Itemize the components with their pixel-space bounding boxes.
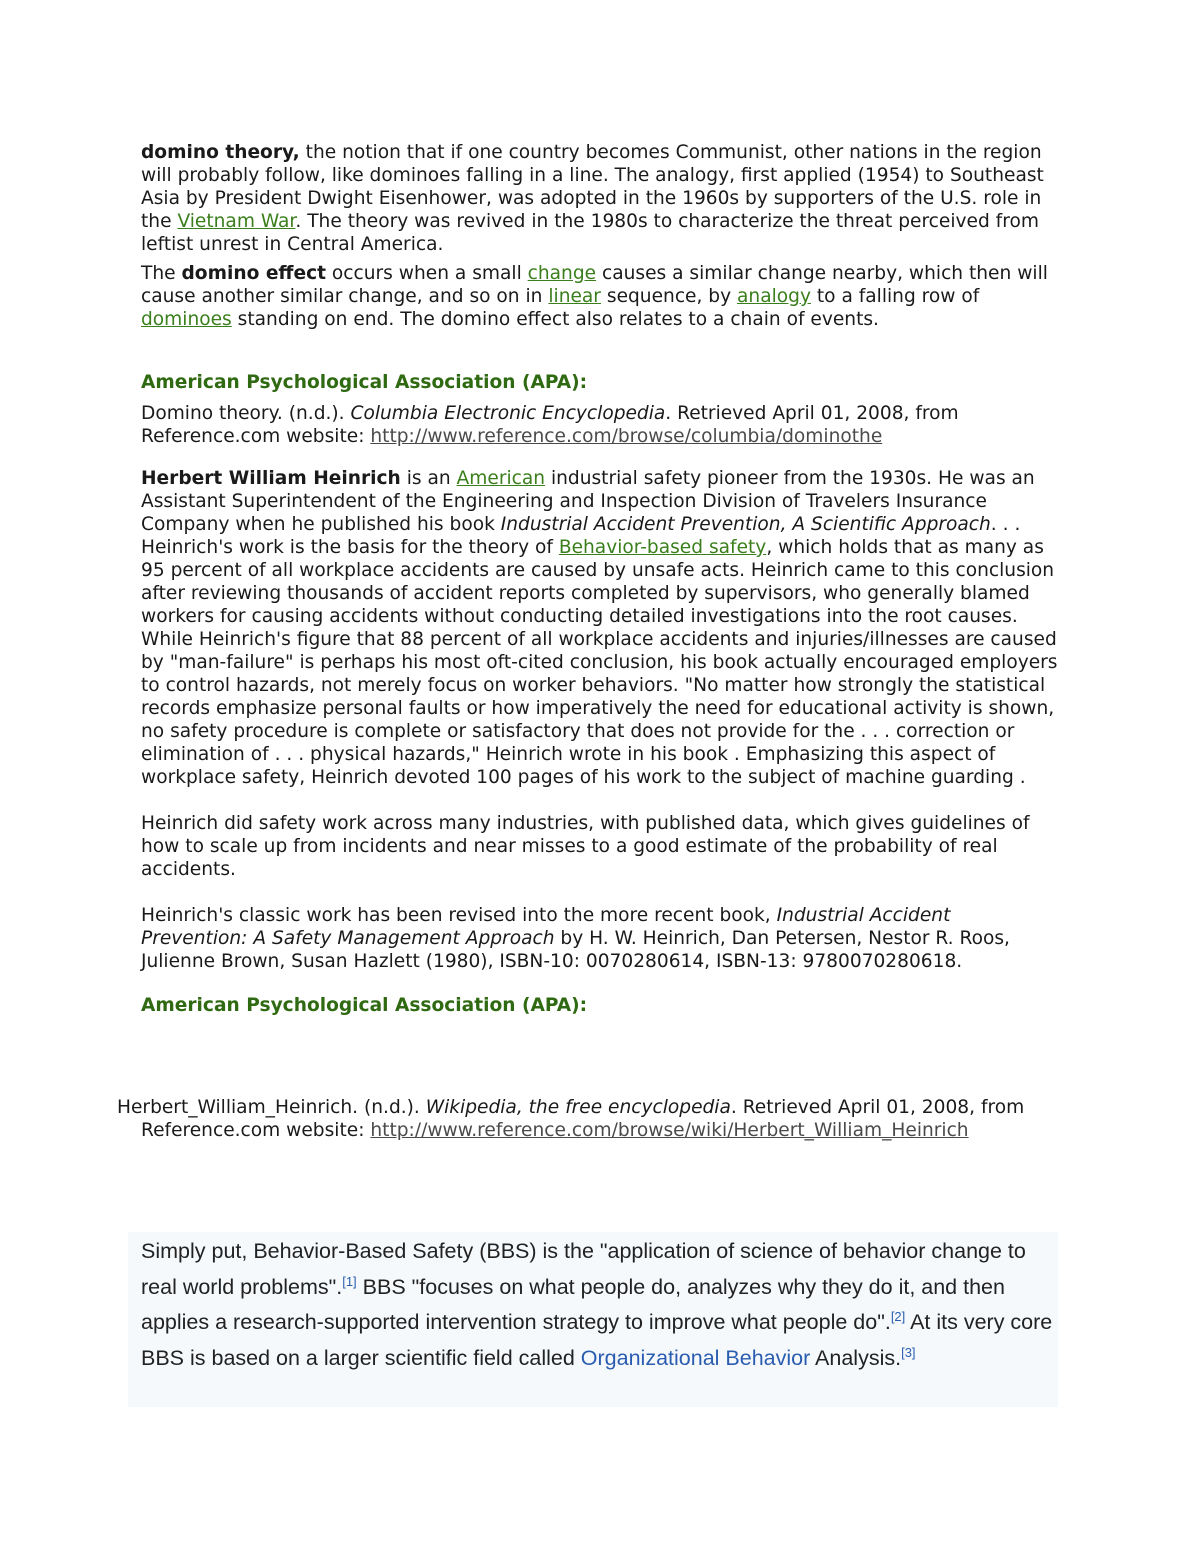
section-domino-theory (141, 141, 1061, 1017)
link-linear[interactable]: linear (548, 286, 601, 307)
para-domino-effect: The domino effect occurs when a small change causes a similar change nearby, which then will cause another similar change, and so on in linear sequence, by analogy to a falling row of dominoes standing on end. The domino effect also relates to a chain of events. (141, 263, 1048, 330)
para-heinrich-man-failure: While Heinrich's figure that 88 percent of all workplace accidents and injuries/illnesses are caused by "man-failure" is perhaps his most oft-cited conclusion, his book actually encouraged employers to control hazards, not merely focus on worker behaviors. "No matter how strongly the statistical records emphasize personal faults or how imperatively the need for educational activity is shown, no safety procedure is complete or satisfactory that does not provide for the . . . correction or elimination of . . . physical hazards," Heinrich wrote in his book . Emphasizing this aspect of workplace safety, Heinrich devoted 100 pages of his work to the subject of machine guarding . (141, 629, 1058, 788)
name-heinrich: Herbert William Heinrich (141, 468, 401, 489)
apa-heading-2: American Psychological Association (APA): (141, 995, 588, 1016)
term-domino-effect: domino effect (181, 263, 327, 284)
citation-columbia: Domino theory. (n.d.). Columbia Electronic Encyclopedia. Retrieved April 01, 2008, from Reference.com website: http://www.reference.com/browse/columbia/dominothe (141, 403, 959, 447)
para-heinrich-intro: Herbert William Heinrich is an American industrial safety pioneer from the 1930s. He was an Assistant Superintendent of the Engineering and Inspection Division of Travelers Insurance Company when he published his book Industrial Accident Prevention, A Scientific Approach. . . Heinrich's work is the basis for the theory of Behavior-based safety, which holds that as many as 95 percent of all workplace accidents are caused by unsafe acts. Heinrich came to this conclusion after reviewing thousands of accident reports completed by supervisors, who generally blamed workers for causing accidents without conducting detailed investigations into the root causes. (141, 468, 1055, 627)
url-columbia-dominothe[interactable]: http://www.reference.com/browse/columbia/dominothe (370, 426, 883, 447)
link-analogy[interactable]: analogy (737, 286, 811, 307)
ref-1[interactable]: [1] (342, 1273, 357, 1289)
citation-wikipedia-block (117, 1096, 1061, 1142)
bbs-excerpt-box (128, 1232, 1058, 1407)
link-american[interactable]: American (456, 468, 546, 489)
citation-wikipedia: Herbert_William_Heinrich. (n.d.). Wikipedia, the free encyclopedia. Retrieved April 01, 2008, from Reference.com website: http://www.reference.com/browse/wiki/Herbert_William_Heinrich (117, 1097, 1025, 1141)
para-domino-theory: domino theory, the notion that if one country becomes Communist, other nations in the region will probably follow, like dominoes falling in a line. The analogy, first applied (1954) to Southeast Asia by President Dwight Eisenhower, was adopted in the 1960s by supporters of the U.S. role in the Vietnam War. The theory was revived in the 1980s to characterize the threat perceived from leftist unrest in Central America. (141, 142, 1044, 255)
para-heinrich-industries: Heinrich did safety work across many industries, with published data, which gives guidelines of how to scale up from incidents and near misses to a good estimate of the probability of real accidents. (141, 813, 1030, 880)
para-heinrich-revised: Heinrich's classic work has been revised into the more recent book, Industrial Accident Prevention: A Safety Management Approach by H. W. Heinrich, Dan Petersen, Nestor R. Roos, Julienne Brown, Susan Hazlett (1980), ISBN-10: 0070280614, ISBN-13: 9780070280618. (141, 905, 1010, 972)
link-change[interactable]: change (527, 263, 597, 284)
apa-heading-1: American Psychological Association (APA): (141, 372, 588, 393)
term-domino-theory: domino theory, (141, 142, 300, 163)
link-organizational-behavior[interactable]: Organizational Behavior (580, 1345, 811, 1370)
link-vietnam-war[interactable]: Vietnam War (177, 211, 296, 232)
url-wikipedia-heinrich[interactable]: http://www.reference.com/browse/wiki/Herbert_William_Heinrich (370, 1120, 969, 1141)
para-bbs-definition: Simply put, Behavior-Based Safety (BBS) is the "application of science of behavior change to real world problems".[1] BBS "focuses on what people do, analyzes why they do it, and then applies a research-supported intervention strategy to improve what people do".[2] At its very core BBS is based on a larger scientific field called Organizational Behavior Analysis.[3] (141, 1239, 1053, 1370)
link-behavior-based-safety[interactable]: Behavior-based safety (558, 537, 767, 558)
ref-2[interactable]: [2] (890, 1308, 906, 1324)
ref-3[interactable]: [3] (901, 1344, 916, 1360)
link-dominoes[interactable]: dominoes (141, 309, 232, 330)
